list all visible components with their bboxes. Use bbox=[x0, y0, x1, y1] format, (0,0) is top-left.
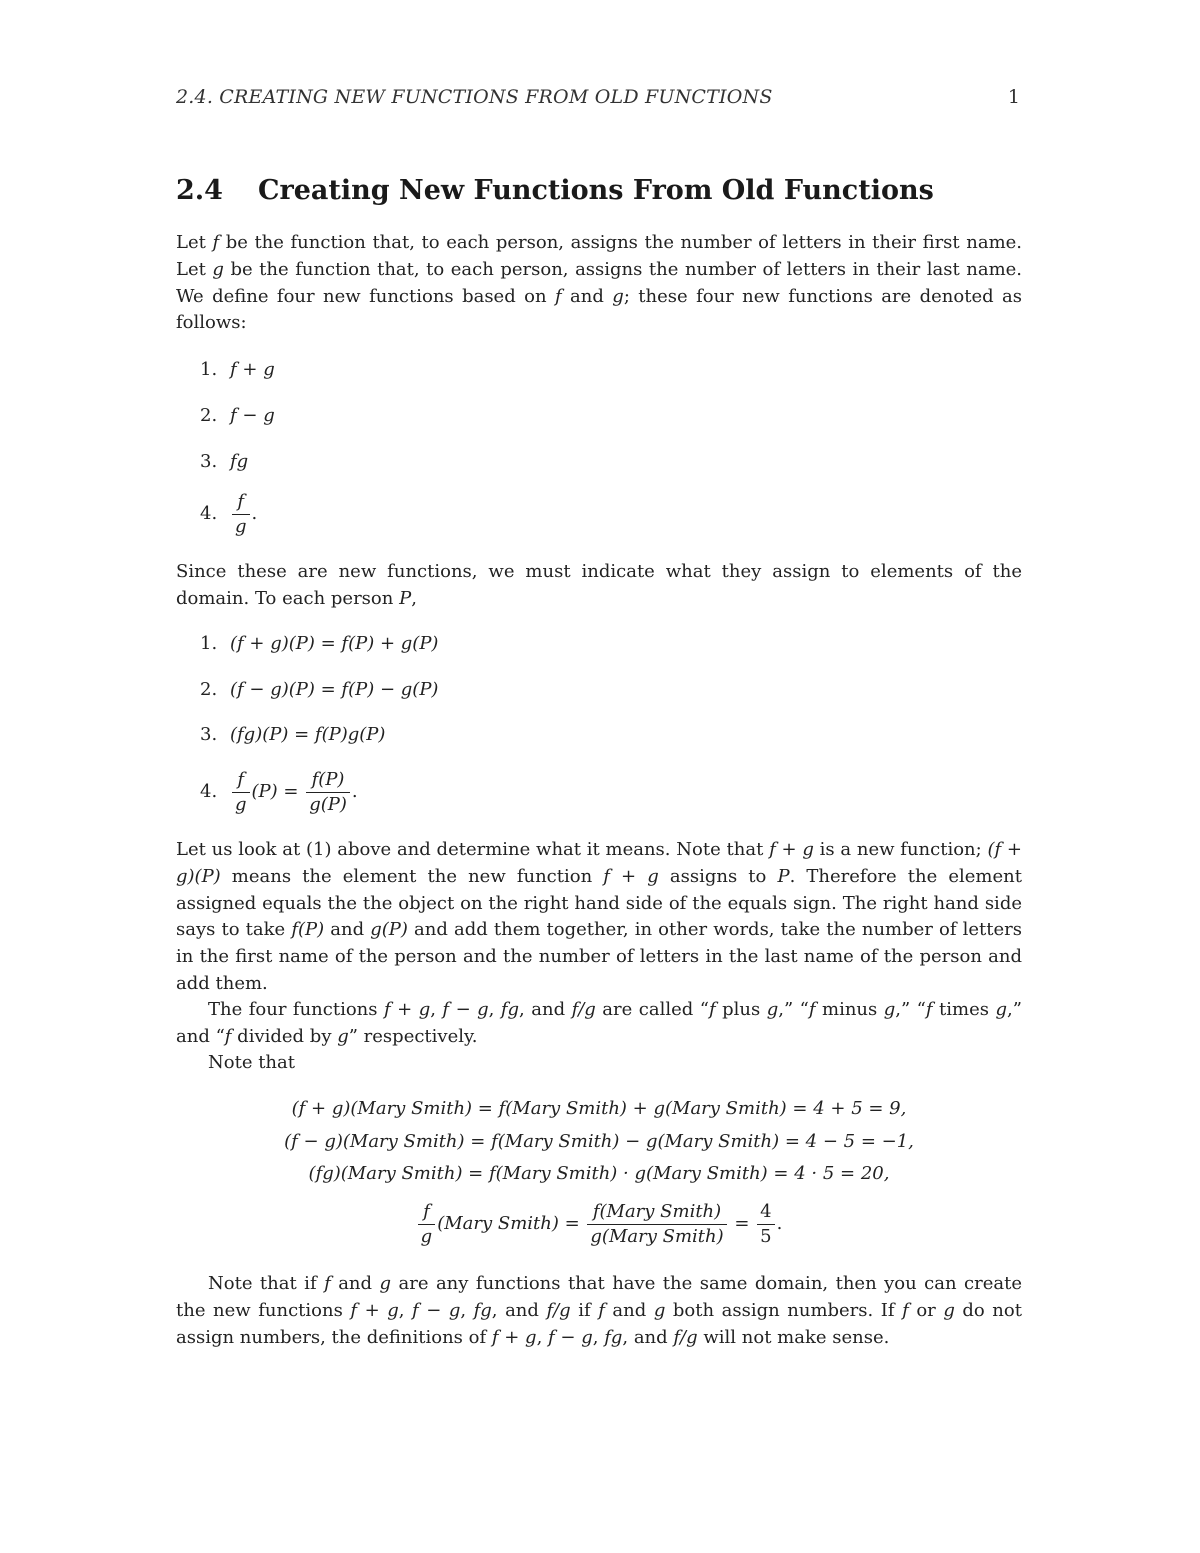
names-paragraph: The four functions f + g, f − g, fg, and f/g are called “f plus g,” “f minus g,” “f times g,” and “f divided by g” respectively. bbox=[176, 999, 1022, 1047]
list-item: 1. f + g bbox=[200, 359, 275, 380]
fraction: $\frac{f}{g}$ bbox=[232, 490, 250, 539]
fraction: $\frac{f(P)}{g(P)}$ bbox=[306, 768, 350, 817]
page-number: 1 bbox=[1007, 86, 1020, 108]
example-equation: (fg)(Mary Smith) = f(Mary Smith) · g(Mary Smith) = 4 · 5 = 20, bbox=[308, 1163, 890, 1184]
section-heading bbox=[176, 175, 934, 206]
list-item: 2. f − g bbox=[200, 405, 275, 426]
section-title: Creating New Functions From Old Functions bbox=[258, 175, 934, 206]
fraction: $\frac{\text{f(Mary Smith)}}{\text{g(Mary Smith)}}$ bbox=[587, 1200, 726, 1249]
example-equation: $\frac{f}{g}$ (Mary Smith) = $\frac{\text{f(Mary Smith)}}{\text{g(Mary Smith)}}$ = $\frac{4}{5}$ . bbox=[176, 1196, 1022, 1252]
list-item: 3. fg bbox=[200, 451, 249, 472]
fraction: $\frac{f}{g}$ bbox=[232, 768, 250, 817]
intro-paragraph: Let f be the function that, to each person, assigns the number of letters in their first name. Let g be the function that, to each person, assigns the number of letters in their last name. We define four new functions based on f and g; these four new functions are denoted as follows: bbox=[176, 232, 1023, 334]
running-header bbox=[176, 86, 1020, 114]
example-equation: (f − g)(Mary Smith) = f(Mary Smith) − g(Mary Smith) = 4 − 5 = −1, bbox=[284, 1131, 914, 1152]
definition-item: 4. $\frac{f}{g}$ (P) = $\frac{f(P)}{g(P)}$ . bbox=[200, 768, 358, 815]
closing-paragraph: Note that if f and g are any functions that have the same domain, then you can create the new functions f + g, f − g, fg, and f/g if f and g both assign numbers. If f or g do not assign numbers, the definitions of f + g, f − g, fg, and f/g will not make sense. bbox=[176, 1273, 1022, 1348]
note-that-line: Note that bbox=[208, 1052, 295, 1073]
running-title: 2.4. CREATING NEW FUNCTIONS FROM OLD FUNCTIONS bbox=[176, 86, 773, 108]
explanation-paragraph: Let us look at (1) above and determine what it means. Note that f + g is a new function; (f + g)(P) means the element the new function f + g assigns to P. Therefore the element assigned equals the the object on the right hand side of the equals sign. The right hand side says to take f(P) and g(P) and add them together, in other words, take the number of letters in the first name of the person and the number of letters in the last name of the person and add them. bbox=[176, 839, 1022, 994]
section-number: 2.4 bbox=[176, 175, 223, 206]
definition-item: 3. (fg)(P) = f(P)g(P) bbox=[200, 724, 386, 745]
example-equation: (f + g)(Mary Smith) = f(Mary Smith) + g(Mary Smith) = 4 + 5 = 9, bbox=[291, 1098, 907, 1119]
domain-paragraph: Since these are new functions, we must indicate what they assign to elements of the domain. To each person P, bbox=[176, 561, 1022, 609]
list-item: 4. $\frac{f}{g}$ . bbox=[200, 490, 258, 537]
fraction: $\frac{f}{g}$ bbox=[418, 1200, 436, 1249]
fraction: $\frac{4}{5}$ bbox=[757, 1200, 774, 1249]
definition-item: 2. (f − g)(P) = f(P) − g(P) bbox=[200, 679, 439, 700]
definition-item: 1. (f + g)(P) = f(P) + g(P) bbox=[200, 633, 439, 654]
